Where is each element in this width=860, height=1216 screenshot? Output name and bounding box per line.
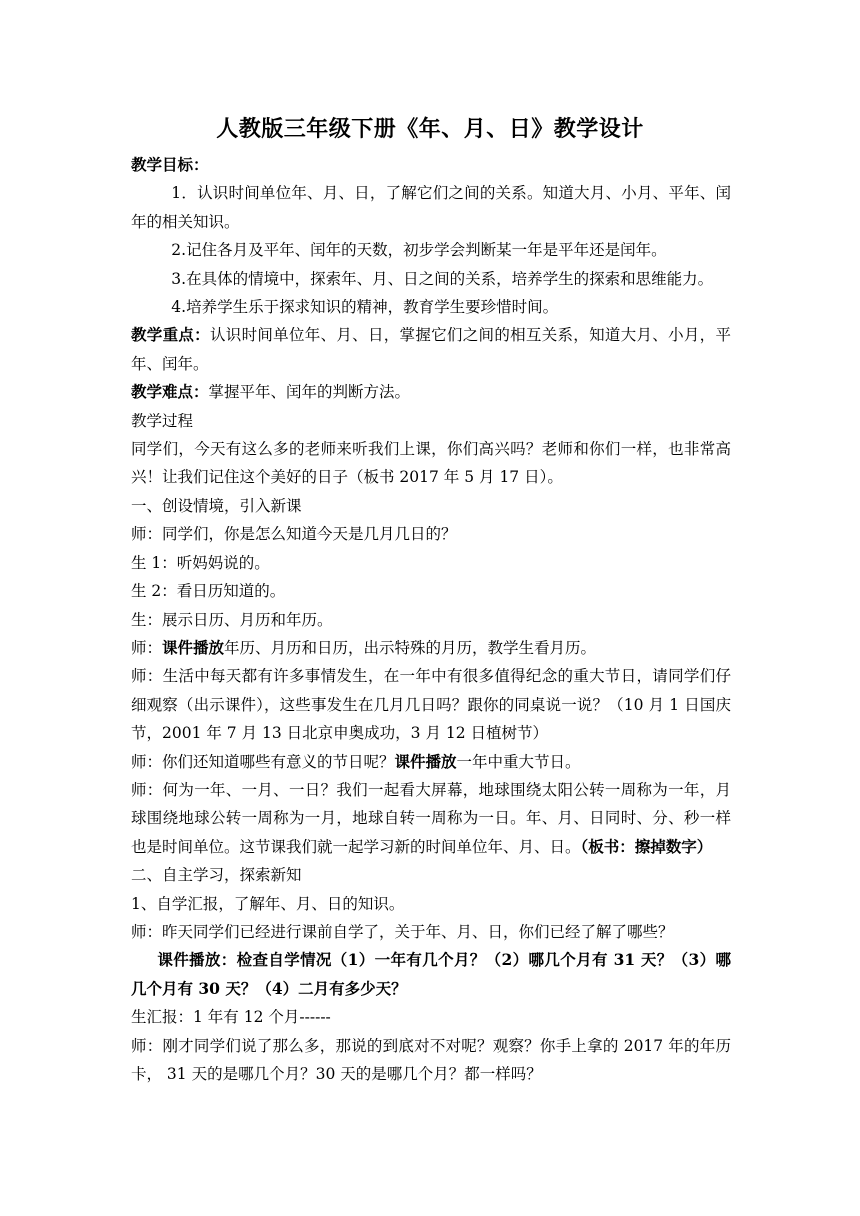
goal-item-1: 1．认识时间单位年、月、日，了解它们之间的关系。知道大月、小月、平年、闰年的相关知识。 [131,184,731,231]
dialogue-line: 生汇报：1 年有 12 个月------ [131,1008,331,1027]
difficulties-label: 教学难点： [131,382,209,402]
dialogue-line: 师：昨天同学们已经进行课前自学了，关于年、月、日，你们已经了解了哪些？ [131,922,674,941]
dialogue-line: 师：生活中每天都有许多事情发生，在一年中有很多值得纪念的重大节日，请同学们仔细观察（出示课件），这些事发生在几月几日吗？跟你的同桌说一说？（10 月 1 日国庆节，2001 年 7 月 13 日北京申奥成功，3 月 12 日植树节） [131,667,731,743]
subsection-heading: 1、自学汇报，了解年、月、日的知识。 [131,894,405,913]
goals-heading: 教学目标： [131,155,209,174]
dialogue-line: 生 2：看日历知道的。 [131,582,286,601]
dialogue-line: 生：展示日历、月历和年历。 [131,610,333,629]
difficulties-text: 掌握平年、闰年的判断方法。 [208,383,411,402]
goal-item-2: 2.记住各月及平年、闰年的天数，初步学会判断某一年是平年还是闰年。 [171,241,667,260]
dialogue-line: 师：你们还知道哪些有意义的节日呢？课件播放一年中重大节日。 [131,751,581,771]
dialogue-line: 生 1：听妈妈说的。 [131,553,270,572]
dialogue-line: 师：何为一年、一月、一日？我们一起看大屏幕，地球围绕太阳公转一周称为一年，月球围绕地球公转一周称为一月，地球自转一周称为一日。年、月、日同时、分、秒一样也是时间单位。这节课我们就一起学习新的时间单位年、月、日。（板书：擦掉数字） [131,780,731,856]
key-points [131,321,731,378]
dialogue-line: 师：课件播放年历、月历和日历，出示特殊的月历，教学生看月历。 [131,637,597,657]
key-points-text: 认识时间单位年、月、日，掌握它们之间的相互关系，知道大月、小月，平年、闰年。 [131,326,731,373]
goal-item-4: 4.培养学生乐于探求知识的精神，教育学生要珍惜时间。 [171,298,559,317]
intro-paragraph: 同学们，今天有这么多的老师来听我们上课，你们高兴吗？老师和你们一样，也非常高兴！让我们记住这个美好的日子（板书 2017 年 5 月 17 日）。 [131,440,731,487]
process-heading: 教学过程 [131,411,194,430]
document-body [131,151,731,1088]
dialogue-line: 师：刚才同学们说了那么多，那说的到底对不对呢？观察？你手上拿的 2017 年的年历卡， 31 天的是哪几个月？30 天的是哪几个月？都一样吗？ [131,1036,731,1083]
section-2-heading: 二、自主学习，探索新知 [131,866,302,885]
section-1-heading: 一、创设情境，引入新课 [131,496,302,515]
goal-item-3: 3.在具体的情境中，探索年、月、日之间的关系，培养学生的探索和思维能力。 [171,269,714,288]
dialogue-line: 师：同学们，你是怎么知道今天是几月几日的？ [131,525,457,544]
key-points-label: 教学重点： [131,325,210,345]
difficulties [131,378,731,406]
document-title: 人教版三年级下册《年、月、日》教学设计 [216,116,644,142]
courseware-questions: 课件播放：检查自学情况（1）一年有几个月？（2）哪几个月有 31 天？（3）哪几个月有 30 天？（4）二月有多少天？ [131,950,731,998]
